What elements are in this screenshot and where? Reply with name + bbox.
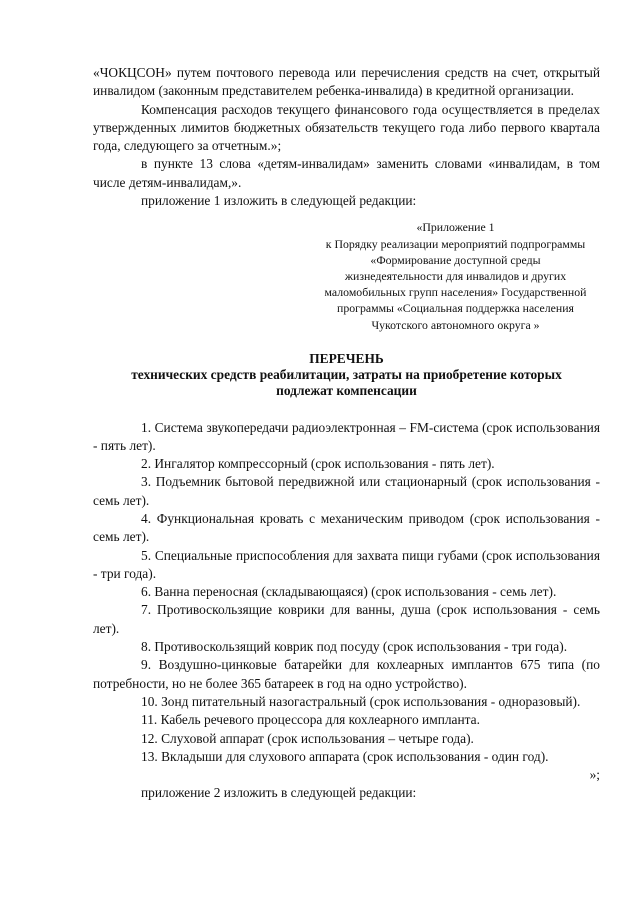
heading-subtitle-line: технических средств реабилитации, затраты на приобретение которых — [131, 366, 562, 382]
annex-line: к Порядку реализации мероприятий подпрограммы — [325, 236, 586, 251]
rehab-means-list — [93, 419, 600, 785]
annex-line: программы «Социальная поддержка населения — [337, 301, 574, 316]
annex-line: маломобильных групп населения» Государственной — [324, 285, 587, 300]
list-item: 7. Противоскользящие коврики для ванны, душа (срок использования - семь лет). — [93, 602, 600, 636]
list-item: 13. Вкладыши для слухового аппарата (срок использования - один год). — [141, 748, 549, 764]
intro-paragraph-4: приложение 1 изложить в следующей редакции: — [141, 193, 417, 209]
annex-line: «Приложение 1 — [416, 220, 495, 235]
intro-paragraph-3: в пункте 13 слова «детям-инвалидам» заменить словами «инвалидам, в том числе детям-инвалидам,». — [93, 156, 600, 190]
list-item: 11. Кабель речевого процессора для кохлеарного импланта. — [141, 712, 480, 728]
list-item: 1. Система звукопередачи радиоэлектронная – FM-система (срок использования - пять лет). — [93, 419, 600, 453]
list-item: 6. Ванна переносная (складывающаяся) (срок использования - семь лет). — [141, 584, 557, 600]
annex-line: жизнедеятельности для инвалидов и других — [344, 268, 567, 283]
heading-subtitle-line: подлежат компенсации — [276, 382, 417, 398]
annex-reference — [303, 219, 608, 332]
intro-paragraph-1: «ЧОКЦСОН» путем почтового перевода или перечисления средств на счет, открытый инвалидом (законным представителем ребенка-инвалида) в кредитной организации. — [93, 65, 600, 99]
annex-line: Чукотского автономного округа » — [371, 317, 540, 332]
closing-paragraph: приложение 2 изложить в следующей редакции: — [141, 785, 417, 801]
annex-line: «Формирование доступной среды — [370, 252, 541, 267]
quote-end-mark: »; — [589, 767, 600, 783]
intro-paragraph-2: Компенсация расходов текущего финансового года осуществляется в пределах утвержденных лимитов бюджетных обязательств текущего года либо первого квартала года, следующего за отчетным.»; — [93, 101, 600, 154]
heading-title: ПЕРЕЧЕНЬ — [309, 350, 384, 366]
list-item: 8. Противоскользящий коврик под посуду (срок использования - три года). — [141, 639, 568, 655]
list-heading — [93, 351, 600, 399]
list-item: 10. Зонд питательный назогастральный (срок использования - одноразовый). — [141, 693, 581, 709]
list-item: 4. Функциональная кровать с механическим приводом (срок использования - семь лет). — [93, 511, 600, 545]
list-item: 2. Ингалятор компрессорный (срок использования - пять лет). — [141, 456, 495, 472]
list-item: 12. Слуховой аппарат (срок использования – четыре года). — [141, 730, 474, 746]
list-item: 9. Воздушно-цинковые батарейки для кохлеарных имплантов 675 типа (по потребности, но не более 365 батареек в год на одно устройство). — [93, 657, 600, 691]
list-item: 3. Подъемник бытовой передвижной или стационарный (срок использования - семь лет). — [93, 474, 600, 508]
list-item: 5. Специальные приспособления для захвата пищи губами (срок использования - три года). — [93, 547, 600, 581]
